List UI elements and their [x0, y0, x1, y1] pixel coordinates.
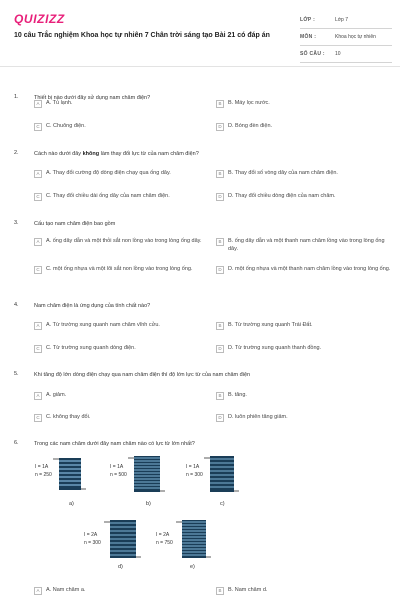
option-text: C. không thay đổi.: [46, 414, 91, 420]
info-value: 10: [335, 51, 341, 57]
option-letter-box: A: [34, 392, 42, 400]
option-text: B. Từ trường xung quanh Trái Đất.: [228, 322, 313, 328]
option-c[interactable]: [34, 193, 218, 201]
info-row-count: [300, 46, 392, 63]
question-text: Cấu tạo nam châm điện bao gồm: [34, 221, 116, 227]
question-text: [34, 150, 386, 158]
option-c[interactable]: [34, 123, 196, 131]
option-c[interactable]: [34, 414, 196, 422]
option-text: B. tăng.: [228, 392, 247, 398]
option-b[interactable]: [216, 587, 378, 595]
info-label: LỚP :: [300, 17, 316, 23]
question-text: Thiết bị nào dưới đây sử dụng nam châm điện?: [34, 95, 151, 101]
coil-figure-c: [182, 454, 242, 507]
option-letter-box: D: [216, 345, 224, 353]
option-letter-box: C: [34, 414, 42, 422]
option-text: C. một ống nhựa và một lõi sắt non lồng vào trong lòng ống.: [46, 266, 193, 272]
question-number: 4.: [14, 302, 19, 308]
option-text: C. Thay đổi chiều dài ống dây của nam châm điện.: [46, 193, 170, 199]
option-d[interactable]: [216, 345, 393, 353]
coil-current: I = 1A: [110, 464, 124, 470]
option-letter-box: A: [34, 170, 42, 178]
option-text: A. Thay đổi cường độ dòng điện chạy qua ống dây.: [46, 170, 171, 176]
option-a[interactable]: [34, 392, 196, 400]
option-a[interactable]: [34, 238, 208, 246]
question-number: 6.: [14, 440, 19, 446]
option-letter-box: B: [216, 170, 224, 178]
option-a[interactable]: [34, 587, 196, 595]
option-letter-box: B: [216, 238, 224, 246]
option-letter-box: D: [216, 266, 224, 274]
question-text-post: làm thay đổi lực từ của nam châm điện?: [99, 151, 199, 157]
option-text: B. Máy lọc nước.: [228, 100, 270, 106]
option-b[interactable]: [216, 238, 393, 253]
question-number: 1.: [14, 94, 19, 100]
option-text: C. Chuông điện.: [46, 123, 86, 129]
option-c[interactable]: [34, 266, 208, 274]
header-divider: [0, 66, 400, 67]
coil-current: I = 2A: [84, 532, 98, 538]
question-text: Nam châm điện là ứng dụng của tính chất nào?: [34, 303, 151, 309]
option-letter-box: B: [216, 100, 224, 108]
option-text: B. Thay đổi số vòng dây của nam châm điện.: [228, 170, 338, 176]
info-value: Khoa học tự nhiên: [335, 34, 376, 40]
info-row-class: [300, 12, 392, 29]
option-text: D. Thay đổi chiều dòng điện của nam châm.: [228, 193, 336, 199]
option-letter-box: A: [34, 100, 42, 108]
coil-figure-a: [33, 454, 89, 507]
worksheet-title: 10 câu Trắc nghiệm Khoa học tự nhiên 7 Chân trời sáng tạo Bài 21 có đáp án: [14, 32, 270, 39]
option-a[interactable]: [34, 100, 196, 108]
coil-current: I = 1A: [35, 464, 49, 470]
worksheet-info: [300, 12, 392, 63]
option-text: A. Nam châm a.: [46, 587, 86, 593]
info-row-subject: [300, 29, 392, 46]
question-text: Khi tăng độ lớn dòng điện chạy qua nam châm điện thì độ lớn lực từ của nam châm điện: [34, 372, 251, 378]
question-text-pre: Cách nào dưới đây: [34, 151, 83, 157]
option-letter-box: B: [216, 322, 224, 330]
option-text: A. Từ trường xung quanh nam châm vĩnh cửu.: [46, 322, 160, 328]
option-letter-box: D: [216, 193, 224, 201]
coil-figure-b: [106, 454, 168, 507]
option-letter-box: A: [34, 238, 42, 246]
coil-figure-d: [80, 518, 142, 570]
option-text: A. Tủ lạnh.: [46, 100, 73, 106]
option-b[interactable]: [216, 170, 393, 178]
question-number: 2.: [14, 150, 19, 156]
option-text: B. ống dây dẫn và một thanh nam châm lồng vào trong lòng ống dây.: [228, 238, 385, 252]
coil-turns: n = 750: [156, 540, 173, 546]
option-letter-box: A: [34, 322, 42, 330]
option-d[interactable]: [216, 414, 378, 422]
info-label: SỐ CÂU :: [300, 51, 325, 57]
info-value: Lớp 7: [335, 17, 349, 23]
option-letter-box: C: [34, 123, 42, 131]
question-number: 3.: [14, 220, 19, 226]
option-text: D. luôn phiên tăng giảm.: [228, 414, 288, 420]
coil-current: I = 1A: [186, 464, 200, 470]
question-number: 5.: [14, 371, 19, 377]
option-letter-box: B: [216, 392, 224, 400]
option-b[interactable]: [216, 392, 378, 400]
option-text: D. Từ trường xung quanh thanh đồng.: [228, 345, 322, 351]
coil-caption: c): [220, 501, 225, 507]
option-text: B. Nam châm d.: [228, 587, 268, 593]
option-letter-box: D: [216, 123, 224, 131]
coil-turns: n = 250: [35, 472, 52, 478]
option-text: A. ống dây dẫn và một thỏi sắt non lồng vào trong lòng ống dây.: [46, 238, 202, 244]
option-text: D. Bóng đèn điện.: [228, 123, 273, 129]
option-a[interactable]: [34, 322, 216, 330]
option-d[interactable]: [216, 193, 393, 201]
quizizz-logo: QUIZIZZ: [14, 12, 65, 26]
info-label: MÔN :: [300, 34, 317, 40]
option-letter-box: C: [34, 345, 42, 353]
option-c[interactable]: [34, 345, 216, 353]
coil-caption: e): [190, 564, 195, 570]
option-b[interactable]: [216, 100, 378, 108]
option-letter-box: D: [216, 414, 224, 422]
coil-caption: d): [118, 564, 123, 570]
coil-current: I = 2A: [156, 532, 170, 538]
coil-caption: b): [146, 501, 151, 507]
option-letter-box: A: [34, 587, 42, 595]
option-d[interactable]: [216, 266, 393, 274]
option-text: C. Từ trường xung quanh dòng điện.: [46, 345, 136, 351]
coil-figure-e: [152, 518, 214, 570]
option-a[interactable]: [34, 170, 218, 178]
option-letter-box: B: [216, 587, 224, 595]
option-text: D. một ống nhựa và một thanh nam châm lồng vào trong lòng ống.: [228, 266, 391, 272]
option-d[interactable]: [216, 123, 378, 131]
option-letter-box: C: [34, 266, 42, 274]
option-b[interactable]: [216, 322, 393, 330]
option-text: A. giảm.: [46, 392, 67, 398]
coil-turns: n = 300: [186, 472, 203, 478]
worksheet-header: [0, 0, 400, 64]
coil-turns: n = 300: [84, 540, 101, 546]
question-text: Trong các nam châm dưới đây nam châm nào có lực từ lớn nhất?: [34, 441, 195, 447]
question-text-emphasis: không: [82, 151, 100, 157]
coil-caption: a): [69, 501, 74, 507]
coil-turns: n = 500: [110, 472, 127, 478]
option-letter-box: C: [34, 193, 42, 201]
